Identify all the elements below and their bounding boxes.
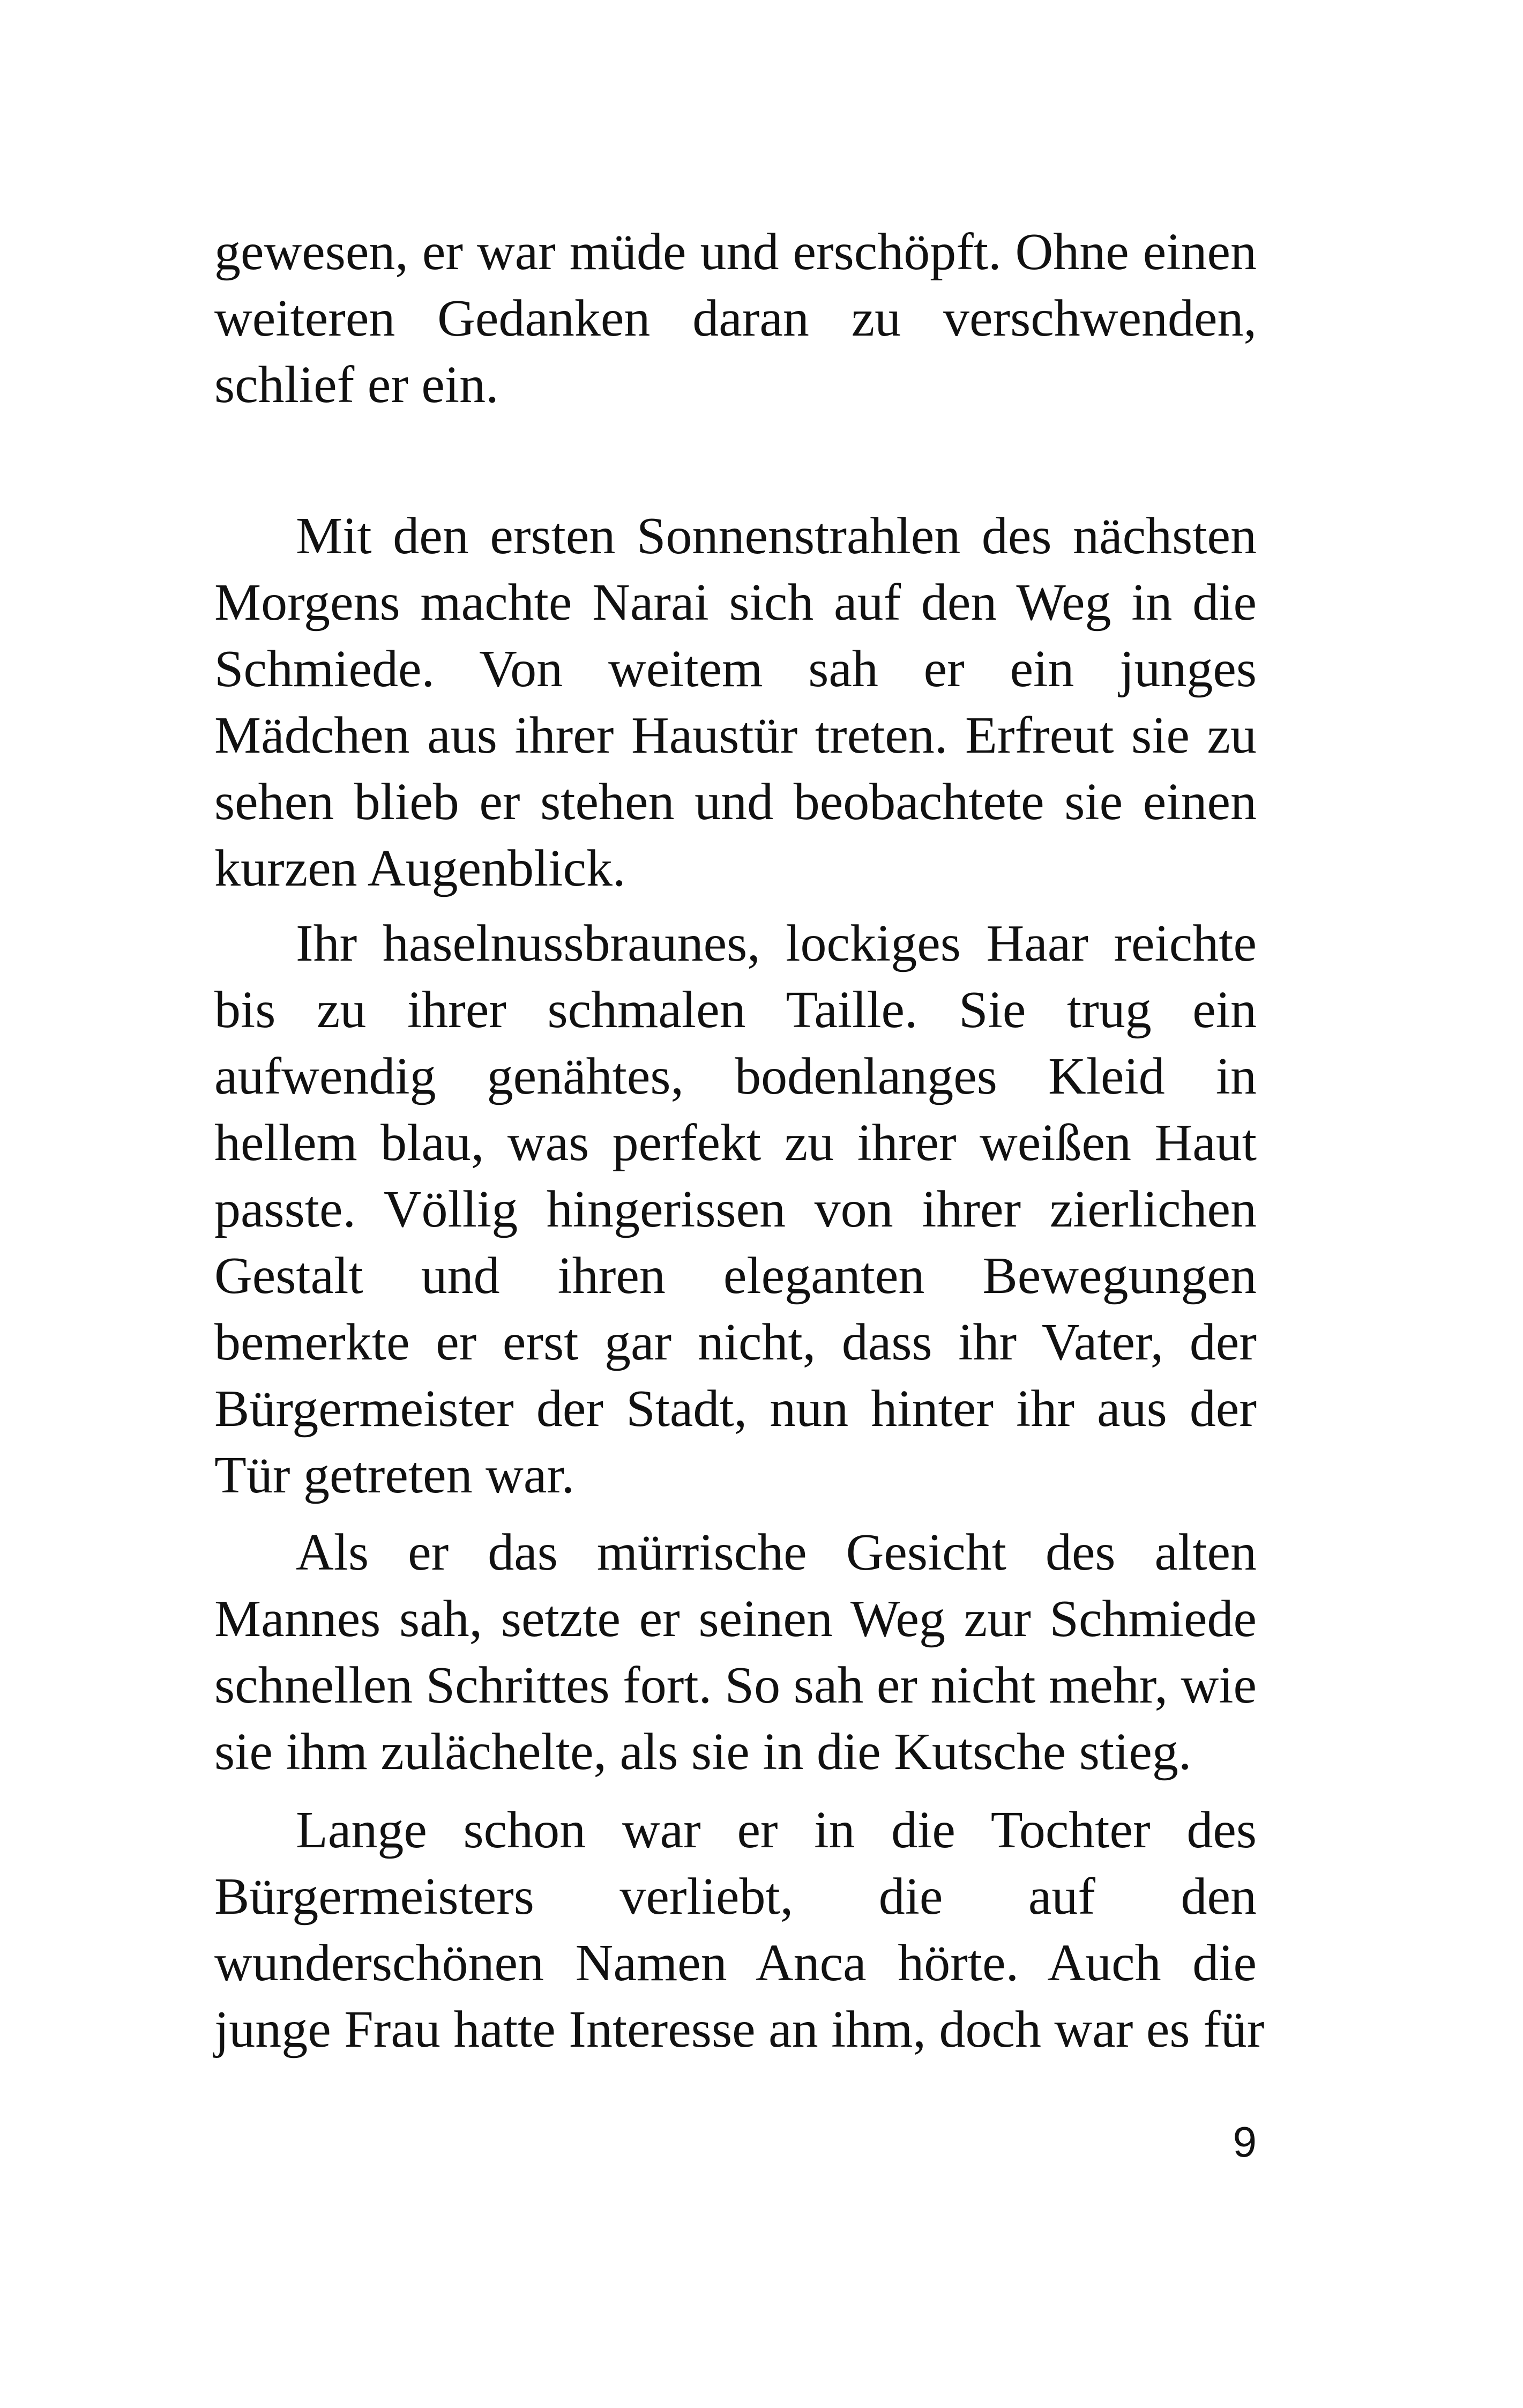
- text-line: hellem blau, was perfekt zu ihrer weißen Haut: [214, 1114, 1257, 1172]
- text-line: gewesen, er war müde und erschöpft. Ohne einen: [214, 223, 1257, 281]
- text-line: Ihr haselnussbraunes, lockiges Haar reichte: [296, 915, 1257, 972]
- text-line: schnellen Schrittes fort. So sah er nicht mehr, wie: [214, 1656, 1257, 1714]
- text-line: kurzen Augenblick.: [214, 839, 626, 897]
- text-line: sehen blieb er stehen und beobachtete sie einen: [214, 773, 1257, 831]
- text-line: Schmiede. Von weitem sah er ein junges: [214, 640, 1257, 698]
- text-line: aufwendig genähtes, bodenlanges Kleid in: [214, 1047, 1257, 1105]
- paragraph-5: [214, 1797, 1265, 2063]
- text-line: Als er das mürrische Gesicht des alten: [296, 1523, 1257, 1581]
- text-line: bemerkte er erst gar nicht, dass ihr Vater, der: [214, 1313, 1257, 1371]
- paragraph-3: [214, 910, 1257, 1508]
- paragraph-1: [214, 219, 1257, 418]
- text-line: weiteren Gedanken daran zu verschwenden,: [214, 289, 1257, 347]
- text-line: sie ihm zulächelte, als sie in die Kutsche stieg.: [214, 1723, 1192, 1781]
- paragraph-2: [214, 503, 1257, 902]
- text-line: wunderschönen Namen Anca hörte. Auch die: [214, 1934, 1257, 1992]
- text-line: Mädchen aus ihrer Haustür treten. Erfreut sie zu: [214, 707, 1257, 764]
- text-line: passte. Völlig hingerissen von ihrer zierlichen: [214, 1180, 1257, 1238]
- text-line: Morgens machte Narai sich auf den Weg in die: [214, 574, 1257, 631]
- text-line: bis zu ihrer schmalen Taille. Sie trug ein: [214, 981, 1257, 1039]
- paragraph-4: [214, 1519, 1257, 1785]
- text-line: Bürgermeister der Stadt, nun hinter ihr aus der: [214, 1380, 1257, 1438]
- text-line: Mannes sah, setzte er seinen Weg zur Schmiede: [214, 1590, 1257, 1648]
- text-line: Tür getreten war.: [214, 1446, 575, 1504]
- text-line: schlief er ein.: [214, 356, 499, 414]
- text-line: junge Frau hatte Interesse an ihm, doch war es für: [214, 2001, 1265, 2058]
- text-line: Bürgermeisters verliebt, die auf den: [214, 1868, 1257, 1926]
- text-line: Lange schon war er in die Tochter des: [296, 1801, 1257, 1859]
- page-number: 9: [1233, 2118, 1257, 2166]
- text-line: Gestalt und ihren eleganten Bewegungen: [214, 1247, 1257, 1305]
- text-line: Mit den ersten Sonnenstrahlen des nächsten: [296, 507, 1257, 565]
